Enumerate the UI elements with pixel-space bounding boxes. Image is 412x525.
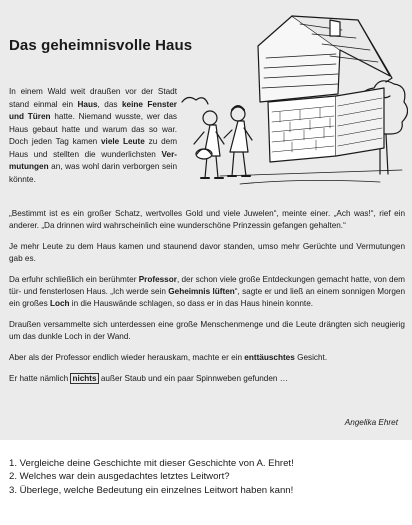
bold-keyword: Vermutungen — [9, 149, 177, 171]
bold-keyword: keine Fenster und Türen — [9, 99, 177, 121]
task-item: 3. Überlege, welche Bedeutung ein einzelnes Leitwort haben kann! — [9, 484, 294, 496]
bold-keyword: viele Leute — [100, 137, 145, 146]
story-paragraph — [9, 319, 405, 343]
story-paragraph — [9, 274, 405, 311]
story-body — [9, 208, 405, 393]
text-run: Aber als der Professor endlich wieder herauskam, machte er ein — [9, 352, 245, 362]
text-run: zu dem Haus und stellten die wunderlichsten — [9, 137, 178, 159]
text-run: außer Staub und ein paar Spinnweben gefunden … — [98, 373, 288, 383]
story-paragraph — [9, 373, 405, 385]
task-item: 2. Welches war dein ausgedachtes letztes Leitwort? — [9, 471, 230, 483]
bold-keyword: Loch — [49, 299, 70, 309]
boxed-keyword: nichts — [72, 373, 97, 383]
text-run: „Bestimmt ist es ein großer Schatz, wertvolles Gold und viele Juwelen“, meinte einer. „Ach was!“, rief ein anderer. „Da drinnen wird wahrscheinlich eine wunderschöne Prinzessin gefangen gehalten.“ — [9, 209, 405, 231]
text-run: Draußen versammelte sich unterdessen eine große Menschenmenge und die Leute drängten sich neugierig um das dunkle Loch in der Wand. — [9, 319, 405, 342]
text-run: Da erfuhr schließlich ein berühmter — [9, 274, 139, 284]
text-run: , das — [97, 99, 122, 109]
bold-keyword: Professor — [138, 274, 177, 284]
text-run: an, was wohl darin verborgen sein könnte. — [9, 162, 177, 184]
task-item: 1. Vergleiche deine Geschichte mit dieser Geschichte von A. Ehret! — [9, 458, 294, 469]
bold-keyword: enttäuschtes — [244, 352, 295, 362]
intro-paragraph — [9, 86, 177, 186]
text-run: in die Hauswände schlagen, so dass er in das Haus hinein konnte. — [69, 299, 314, 309]
page-title: Das geheimnisvolle Haus — [9, 37, 193, 54]
text-run: Je mehr Leute zu dem Haus kamen und staunend davor standen, umso mehr Gerüchte und Vermutungen gab es. — [9, 241, 405, 264]
bold-keyword: Geheimnis lüften — [168, 287, 235, 297]
text-run: In einem Wald weit draußen vor der Stadt stand einmal ein — [9, 87, 177, 109]
text-run: Er hatte nämlich — [9, 373, 71, 383]
house-illustration — [180, 6, 408, 202]
bold-keyword: Haus — [77, 99, 98, 109]
text-run: , der schon viele große Entdeckungen gemacht hatte, von dem tür- und fensterlosen Haus. „Ich werde sein — [9, 274, 405, 297]
task-list — [9, 457, 294, 497]
author-credit: Angelika Ehret — [344, 418, 398, 427]
story-paragraph — [9, 352, 405, 364]
story-paragraph — [9, 208, 405, 232]
text-run: “, sagte er und ließ an einem sonnigen Morgen ein großes — [9, 287, 406, 309]
text-run: Gesicht. — [294, 352, 328, 362]
story-paragraph — [9, 241, 405, 265]
text-run: hatte. Niemand wusste, wer das Haus gebaut hatte und warum das so war. Doch jeden Tag kamen — [9, 112, 177, 146]
